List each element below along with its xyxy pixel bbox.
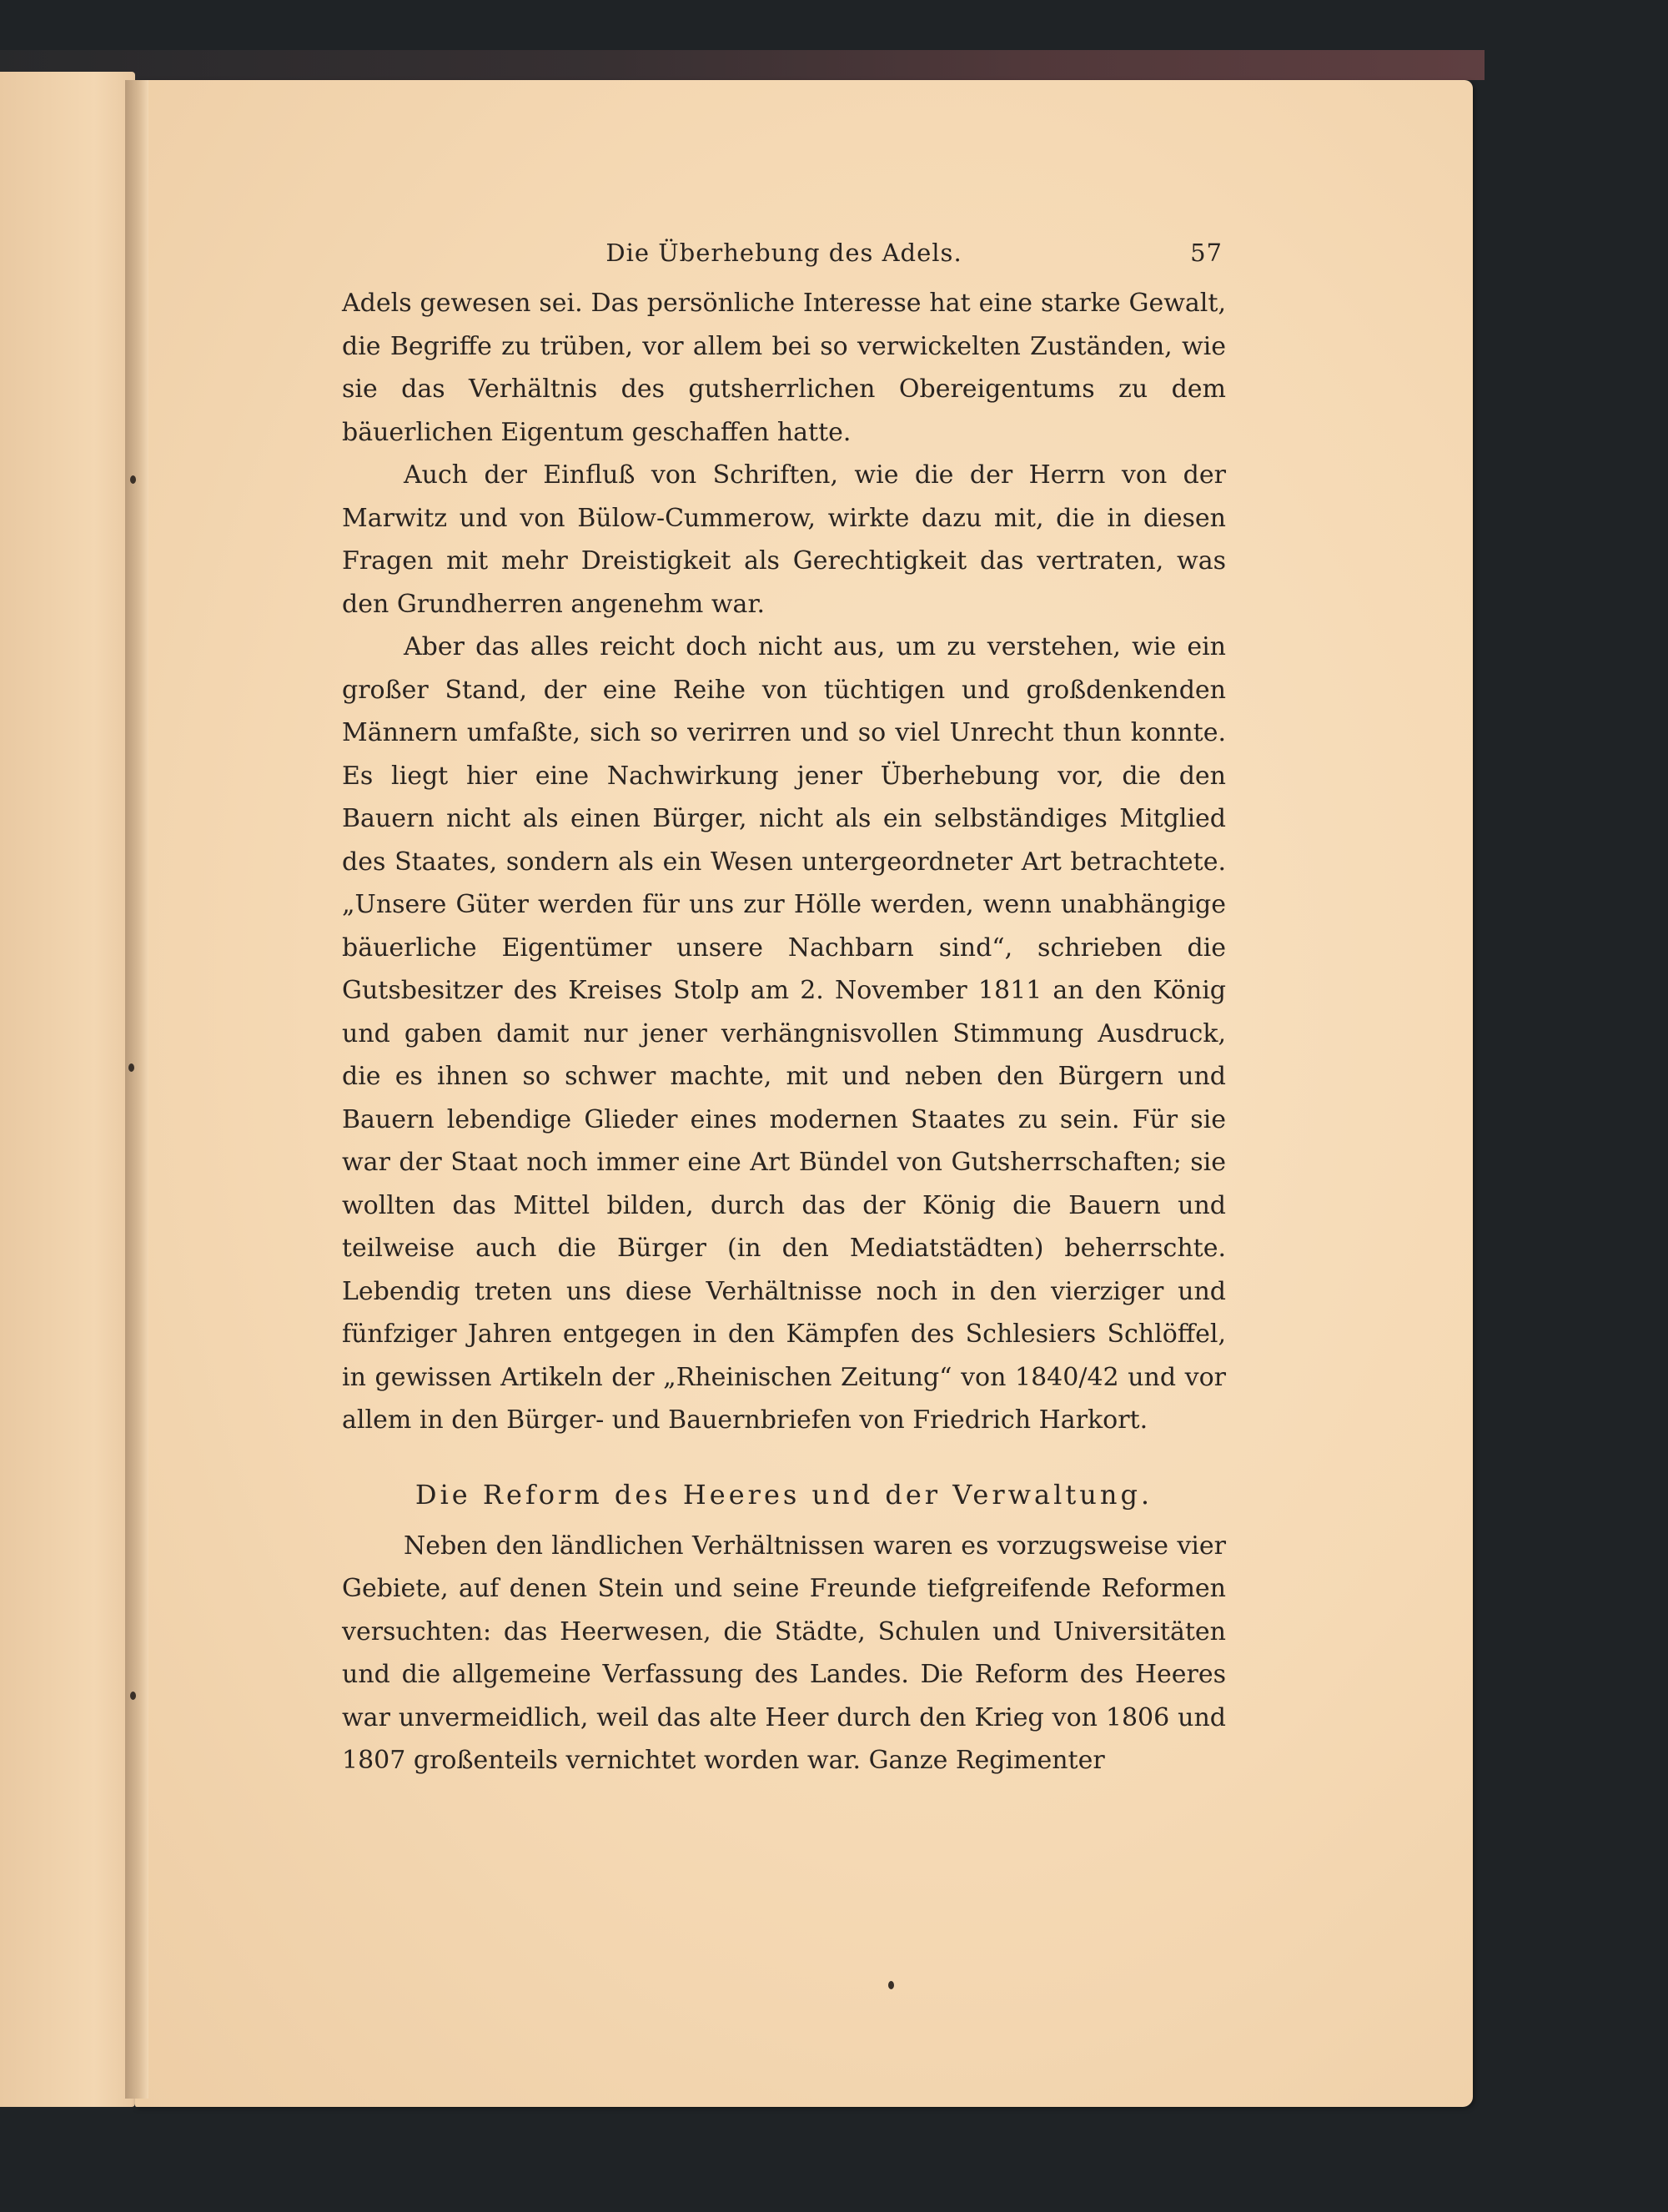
paragraph-3: Aber das alles reicht doch nicht aus, um zu verstehen, wie ein großer Stand, der eine Reihe von tüchtigen und großdenkenden Männern umfaßte, sich so verirren und so viel Unrecht thun konnte. Es liegt hier eine Nachwirkung jener Überhebung vor, die den Bauern nicht als einen Bürger, nicht als ein selbständiges Mitglied des Staates, sondern als ein Wesen untergeordneter Art betrachtete. „Unsere Güter werden für uns zur Hölle werden, wenn unabhängige bäuerliche Eigentümer unsere Nachbarn sind“, schrieben die Gutsbesitzer des Kreises Stolp am 2. November 1811 an den König und gaben damit nur jener verhängnisvollen Stimmung Ausdruck, die es ihnen so schwer machte, mit und neben den Bürgern und Bauern lebendige Glieder eines modernen Staates zu sein. Für sie war der Staat noch immer eine Art Bündel von Gutsherrschaften; sie wollten das Mittel bilden, durch das der König die Bauern und teilweise auch die Bürger (in den Mediatstädten) beherrschte. Lebendig treten uns diese Verhältnisse noch in den vierziger und fünfziger Jahren entgegen in den Kämpfen des Schlesiers Schlöffel, in gewissen Artikeln der „Rheinischen Zeitung“ von 1840/42 und vor allem in den Bürger- und Bauernbriefen von Friedrich Harkort. — [342, 632, 1226, 1435]
binding-mark — [128, 1063, 134, 1072]
page-gutter — [125, 80, 148, 2099]
ink-speck — [888, 1981, 894, 1989]
running-head-title: Die Überhebung des Adels. — [605, 239, 962, 267]
binding-mark — [130, 475, 136, 484]
book-cover-edge — [0, 50, 1485, 80]
page-text-block — [342, 239, 1226, 1782]
page-number: 57 — [1190, 239, 1223, 267]
left-page-edge — [0, 72, 135, 2107]
binding-mark — [130, 1692, 136, 1700]
paragraph-2: Auch der Einfluß von Schriften, wie die der Herrn von der Marwitz und von Bülow-Cummerow, wirkte dazu mit, die in diesen Fragen mit mehr Dreistigkeit als Gerechtigkeit das vertraten, was den Grundherren angenehm war. — [342, 460, 1226, 619]
running-head — [342, 239, 1226, 282]
section-heading: Die Reform des Heeres und der Verwaltung. — [414, 1478, 1153, 1511]
paragraph-1: Adels gewesen sei. Das persönliche Interesse hat eine starke Gewalt, die Begriffe zu trüben, vor allem bei so verwickelten Zuständen, wie sie das Verhältnis des gutsherrlichen Obereigentums zu dem bäuerlichen Eigentum geschaffen hatte. — [342, 289, 1226, 447]
paragraph-4: Neben den ländlichen Verhältnissen waren es vorzugsweise vier Gebiete, auf denen Stein und seine Freunde tiefgreifende Reformen versuchten: das Heerwesen, die Städte, Schulen und Universitäten und die allgemeine Verfassung des Landes. Die Reform des Heeres war unvermeidlich, weil das alte Heer durch den Krieg von 1806 und 1807 großenteils vernichtet worden war. Ganze Regimenter — [342, 1531, 1226, 1775]
